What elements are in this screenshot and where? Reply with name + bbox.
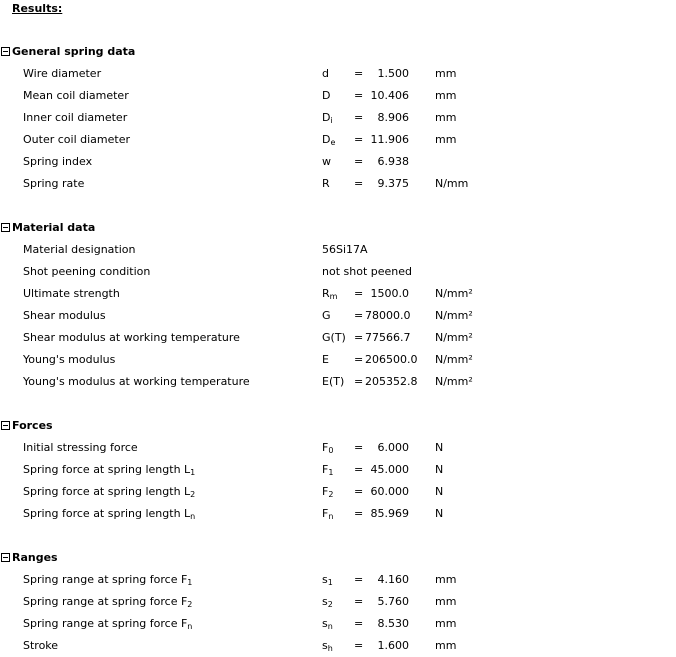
row-symbol: $D_i$: [322, 111, 333, 125]
collapse-toggle-icon[interactable]: [1, 47, 10, 56]
collapse-toggle-icon[interactable]: [1, 421, 10, 430]
row-symbol: $s_n$: [322, 617, 333, 631]
row-unit: N/mm²: [435, 309, 473, 322]
result-row: [0, 569, 676, 591]
section-material-data: [0, 217, 676, 393]
row-unit: N: [435, 441, 444, 454]
section-title: Material data: [12, 221, 96, 234]
row-symbol: $F_n$: [322, 507, 334, 521]
row-value: 8.530: [377, 617, 409, 630]
row-value: 6.000: [377, 441, 409, 454]
result-row: [0, 107, 676, 129]
row-symbol: $D_e$: [322, 133, 336, 147]
row-equals: =: [354, 441, 364, 454]
row-unit: mm: [435, 133, 457, 146]
row-symbol: $F_0$: [322, 441, 334, 455]
collapse-toggle-icon[interactable]: [1, 553, 10, 562]
row-value: 85.969: [370, 507, 409, 520]
result-row: [0, 85, 676, 107]
row-unit: mm: [435, 639, 457, 652]
row-label: Initial stressing force: [23, 441, 138, 454]
row-unit: mm: [435, 595, 457, 608]
row-symbol: $F_2$: [322, 485, 334, 499]
row-label: Mean coil diameter: [23, 89, 129, 102]
row-unit: mm: [435, 67, 457, 80]
row-equals: =: [354, 155, 364, 168]
row-symbol: E(T): [322, 375, 345, 388]
row-label: Spring range at spring force $F_2$: [23, 595, 193, 609]
section-general-spring-data: [0, 41, 676, 195]
row-label: Material designation: [23, 243, 136, 256]
row-label: Shear modulus: [23, 309, 106, 322]
row-label: Outer coil diameter: [23, 133, 130, 146]
collapse-toggle-icon[interactable]: [1, 223, 10, 232]
row-unit: mm: [435, 573, 457, 586]
row-symbol: G(T): [322, 331, 346, 344]
result-row: [0, 173, 676, 195]
results-title: Results:: [12, 2, 63, 15]
row-value: 1500.0: [370, 287, 409, 300]
row-label: Shear modulus at working temperature: [23, 331, 240, 344]
result-row: [0, 591, 676, 613]
row-unit: mm: [435, 89, 457, 102]
result-row: [0, 437, 676, 459]
row-value: 10.406: [370, 89, 409, 102]
row-symbol: w: [322, 155, 331, 168]
row-label: Spring index: [23, 155, 93, 168]
row-value: 206500.0: [365, 353, 418, 366]
row-value: 1.600: [377, 639, 409, 652]
row-text-value: 56Si17A: [322, 243, 368, 256]
row-unit: mm: [435, 111, 457, 124]
row-unit: N/mm: [435, 177, 469, 190]
row-equals: =: [354, 639, 364, 652]
row-equals: =: [354, 595, 364, 608]
result-row: [0, 459, 676, 481]
result-row: [0, 327, 676, 349]
row-unit: mm: [435, 617, 457, 630]
row-symbol: G: [322, 309, 331, 322]
row-value: 1.500: [377, 67, 409, 80]
row-symbol: $F_1$: [322, 463, 334, 477]
row-unit: N/mm²: [435, 287, 473, 300]
result-row: [0, 481, 676, 503]
result-row: [0, 129, 676, 151]
row-equals: =: [354, 573, 364, 586]
result-row: [0, 63, 676, 85]
row-unit: N/mm²: [435, 331, 473, 344]
row-value: 6.938: [377, 155, 409, 168]
result-row: [0, 151, 676, 173]
row-equals: =: [354, 89, 364, 102]
result-row: [0, 349, 676, 371]
result-row: [0, 503, 676, 525]
result-row: [0, 371, 676, 393]
row-symbol: D: [322, 89, 331, 102]
row-label: Spring force at spring length $L_1$: [23, 463, 196, 477]
row-equals: =: [354, 133, 364, 146]
row-label: Spring force at spring length $L_n$: [23, 507, 196, 521]
row-unit: N: [435, 463, 444, 476]
row-label: Spring rate: [23, 177, 85, 190]
row-label: Young's modulus: [23, 353, 116, 366]
row-symbol: $s_h$: [322, 639, 333, 653]
row-value: 4.160: [377, 573, 409, 586]
row-equals: =: [354, 353, 364, 366]
row-value: 60.000: [370, 485, 409, 498]
row-unit: N: [435, 507, 444, 520]
row-label: Spring force at spring length $L_2$: [23, 485, 196, 499]
row-label: Young's modulus at working temperature: [23, 375, 250, 388]
row-symbol: $s_1$: [322, 573, 333, 587]
row-value: 205352.8: [365, 375, 418, 388]
row-equals: =: [354, 507, 364, 520]
row-value: 11.906: [370, 133, 409, 146]
row-value: 78000.0: [365, 309, 411, 322]
row-value: 77566.7: [365, 331, 411, 344]
row-value: 5.760: [377, 595, 409, 608]
section-header: [0, 217, 676, 239]
section-ranges: [0, 547, 676, 657]
result-row: [0, 635, 676, 657]
row-label: Shot peening condition: [23, 265, 151, 278]
row-label: Spring range at spring force $F_1$: [23, 573, 193, 587]
row-unit: N: [435, 485, 444, 498]
row-equals: =: [354, 309, 364, 322]
row-equals: =: [354, 485, 364, 498]
section-title: General spring data: [12, 45, 136, 58]
row-equals: =: [354, 287, 364, 300]
row-label: Inner coil diameter: [23, 111, 128, 124]
row-value: 8.906: [377, 111, 409, 124]
section-title: Ranges: [12, 551, 58, 564]
row-equals: =: [354, 463, 364, 476]
row-label: Stroke: [23, 639, 59, 652]
section-header: [0, 415, 676, 437]
row-symbol: R: [322, 177, 330, 190]
result-row: [0, 305, 676, 327]
row-symbol: $R_m$: [322, 287, 338, 301]
row-equals: =: [354, 617, 364, 630]
result-row: [0, 613, 676, 635]
row-equals: =: [354, 331, 364, 344]
section-header: [0, 547, 676, 569]
row-value: 9.375: [377, 177, 409, 190]
result-row: [0, 283, 676, 305]
row-equals: =: [354, 67, 364, 80]
row-unit: N/mm²: [435, 375, 473, 388]
section-forces: [0, 415, 676, 525]
row-equals: =: [354, 375, 364, 388]
row-equals: =: [354, 111, 364, 124]
row-label: Spring range at spring force $F_n$: [23, 617, 193, 631]
result-row: [0, 239, 676, 261]
row-symbol: $s_2$: [322, 595, 333, 609]
row-value: 45.000: [370, 463, 409, 476]
row-symbol: E: [322, 353, 329, 366]
section-header: [0, 41, 676, 63]
row-symbol: d: [322, 67, 329, 80]
row-label: Ultimate strength: [23, 287, 120, 300]
row-label: Wire diameter: [23, 67, 102, 80]
section-title: Forces: [12, 419, 53, 432]
result-row: [0, 261, 676, 283]
row-text-value: not shot peened: [322, 265, 412, 278]
row-unit: N/mm²: [435, 353, 473, 366]
row-equals: =: [354, 177, 364, 190]
